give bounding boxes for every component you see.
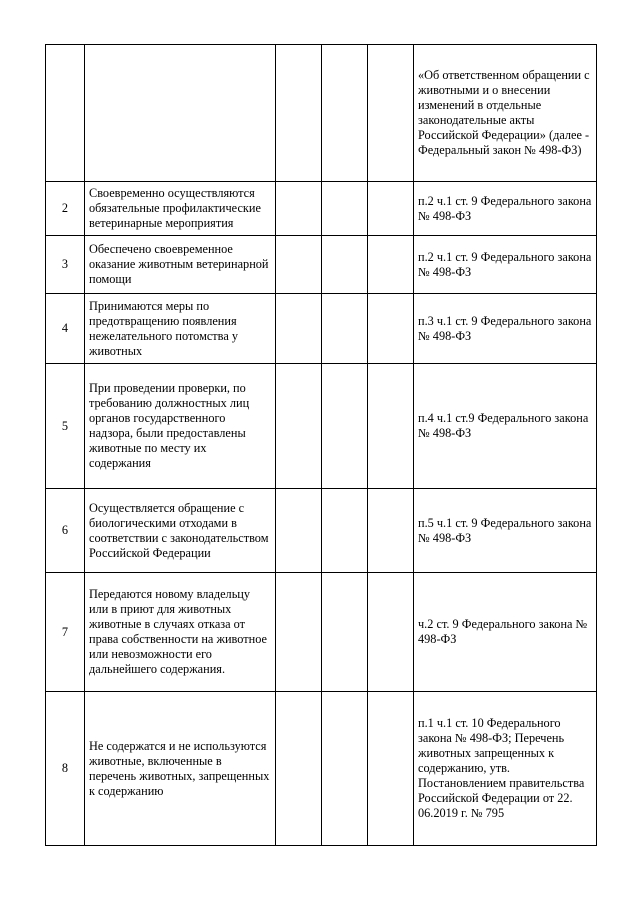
legal-reference: п.3 ч.1 ст. 9 Федерального закона № 498-ФЗ [414, 294, 597, 364]
table-row [46, 236, 597, 294]
answer-cell-yes [276, 45, 322, 182]
checklist-table [45, 44, 597, 846]
requirement-text: Передаются новому владельцу или в приют для животных животные в случаях отказа от права собственности на животное или невозможности его дальнейшего содержания. [85, 573, 276, 692]
legal-reference: п.5 ч.1 ст. 9 Федерального закона № 498-ФЗ [414, 489, 597, 573]
answer-cell-yes [276, 692, 322, 846]
row-number: 3 [46, 236, 85, 294]
answer-cell-no [322, 45, 368, 182]
row-number: 8 [46, 692, 85, 846]
answer-cell-no [322, 294, 368, 364]
legal-reference: п.1 ч.1 ст. 10 Федерального закона № 498-ФЗ; Перечень животных запрещенных к содержанию, утв. Постановлением правительства Российской Федерации от 22. 06.2019 г. № 795 [414, 692, 597, 846]
table-row [46, 45, 597, 182]
answer-cell-na [368, 489, 414, 573]
table-row [46, 573, 597, 692]
legal-reference: п.2 ч.1 ст. 9 Федерального закона № 498-ФЗ [414, 236, 597, 294]
answer-cell-yes [276, 236, 322, 294]
row-number: 6 [46, 489, 85, 573]
requirement-text: Принимаются меры по предотвращению появления нежелательного потомства у животных [85, 294, 276, 364]
answer-cell-na [368, 573, 414, 692]
table-row [46, 182, 597, 236]
table-row [46, 294, 597, 364]
answer-cell-no [322, 364, 368, 489]
answer-cell-no [322, 573, 368, 692]
answer-cell-yes [276, 489, 322, 573]
answer-cell-yes [276, 182, 322, 236]
table-row [46, 364, 597, 489]
answer-cell-na [368, 294, 414, 364]
row-number: 5 [46, 364, 85, 489]
answer-cell-yes [276, 573, 322, 692]
row-number [46, 45, 85, 182]
table-row [46, 692, 597, 846]
answer-cell-na [368, 692, 414, 846]
answer-cell-yes [276, 364, 322, 489]
row-number: 7 [46, 573, 85, 692]
legal-reference: ч.2 ст. 9 Федерального закона № 498-ФЗ [414, 573, 597, 692]
answer-cell-na [368, 45, 414, 182]
answer-cell-yes [276, 294, 322, 364]
legal-reference: п.4 ч.1 ст.9 Федерального закона № 498-ФЗ [414, 364, 597, 489]
row-number: 4 [46, 294, 85, 364]
table-row [46, 489, 597, 573]
answer-cell-na [368, 364, 414, 489]
requirement-text: Обеспечено своевременное оказание животным ветеринарной помощи [85, 236, 276, 294]
row-number: 2 [46, 182, 85, 236]
answer-cell-na [368, 182, 414, 236]
legal-reference: «Об ответственном обращении с животными и о внесении изменений в отдельные законодательные акты Российской Федерации» (далее - Федеральный закон № 498-ФЗ) [414, 45, 597, 182]
answer-cell-no [322, 489, 368, 573]
answer-cell-no [322, 182, 368, 236]
answer-cell-no [322, 692, 368, 846]
answer-cell-na [368, 236, 414, 294]
requirement-text [85, 45, 276, 182]
requirement-text: Осуществляется обращение с биологическими отходами в соответствии с законодательством Российской Федерации [85, 489, 276, 573]
requirement-text: При проведении проверки, по требованию должностных лиц органов государственного надзора, были предоставлены животные по месту их содержания [85, 364, 276, 489]
legal-reference: п.2 ч.1 ст. 9 Федерального закона № 498-ФЗ [414, 182, 597, 236]
answer-cell-no [322, 236, 368, 294]
requirement-text: Не содержатся и не используются животные, включенные в перечень животных, запрещенных к содержанию [85, 692, 276, 846]
requirement-text: Своевременно осуществляются обязательные профилактические ветеринарные мероприятия [85, 182, 276, 236]
